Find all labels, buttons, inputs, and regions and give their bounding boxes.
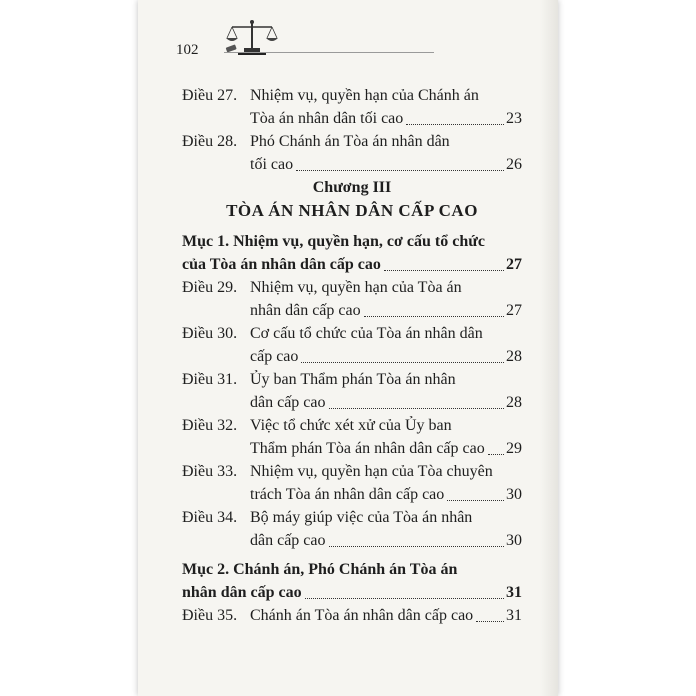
toc-entry[interactable] <box>182 604 522 627</box>
section-title-line1: Mục 2. Chánh án, Phó Chánh án Tòa án <box>182 561 458 578</box>
page-ref: 27 <box>506 256 522 273</box>
entry-title-line2: nhân dân cấp cao <box>250 302 361 319</box>
page-number: 102 <box>176 42 199 58</box>
page-ref: 27 <box>506 302 522 319</box>
header-rule <box>224 52 434 53</box>
section-title-line2: nhân dân cấp cao <box>182 584 302 601</box>
article-label: Điều 28. <box>182 133 238 150</box>
dot-leader <box>305 598 504 599</box>
page-ref: 30 <box>506 486 522 503</box>
dot-leader <box>488 454 504 455</box>
toc-entry[interactable] <box>182 506 522 552</box>
dot-leader <box>329 408 504 409</box>
entry-title-line1: Phó Chánh án Tòa án nhân dân <box>250 133 450 150</box>
page-ref: 28 <box>506 348 522 365</box>
entry-title-line1: Cơ cấu tổ chức của Tòa án nhân dân <box>250 325 483 342</box>
entry-title-line1: Ủy ban Thẩm phán Tòa án nhân <box>250 371 456 388</box>
entry-title-line2: Thẩm phán Tòa án nhân dân cấp cao <box>250 440 485 457</box>
toc-entry[interactable] <box>182 130 522 176</box>
article-label: Điều 33. <box>182 463 238 480</box>
entry-title-line1: Bộ máy giúp việc của Tòa án nhân <box>250 509 473 526</box>
toc-section[interactable] <box>182 230 522 276</box>
scales-of-justice-icon <box>224 18 280 56</box>
toc-entry[interactable] <box>182 322 522 368</box>
toc-entry[interactable] <box>182 460 522 506</box>
page-edge-shadow <box>540 0 558 696</box>
article-label: Điều 31. <box>182 371 238 388</box>
dot-leader <box>329 546 504 547</box>
chapter-heading: Chương III <box>312 179 392 196</box>
page-ref: 29 <box>506 440 522 457</box>
page-ref: 31 <box>506 607 522 624</box>
dot-leader <box>406 124 504 125</box>
section-title-line2: của Tòa án nhân dân cấp cao <box>182 256 381 273</box>
toc-entry[interactable] <box>182 84 522 130</box>
dot-leader <box>447 500 504 501</box>
entry-title-line1: Việc tổ chức xét xử của Ủy ban <box>250 417 452 434</box>
section-title-line1: Mục 1. Nhiệm vụ, quyền hạn, cơ cấu tổ chức <box>182 233 485 250</box>
chapter-title: TÒA ÁN NHÂN DÂN CẤP CAO <box>226 201 478 220</box>
dot-leader <box>476 621 504 622</box>
dot-leader <box>384 270 504 271</box>
dot-leader <box>296 170 504 171</box>
page-ref: 26 <box>506 156 522 173</box>
article-label: Điều 35. <box>182 607 238 624</box>
entry-title-line1: Nhiệm vụ, quyền hạn của Tòa án <box>250 279 462 296</box>
article-label: Điều 27. <box>182 87 238 104</box>
article-label: Điều 32. <box>182 417 238 434</box>
page-ref: 23 <box>506 110 522 127</box>
entry-title-line2: dân cấp cao <box>250 532 326 549</box>
entry-title-line1: Nhiệm vụ, quyền hạn của Tòa chuyên <box>250 463 493 480</box>
entry-title-line2: dân cấp cao <box>250 394 326 411</box>
entry-title-line1: Chánh án Tòa án nhân dân cấp cao <box>250 607 474 624</box>
entry-title-line2: cấp cao <box>250 348 299 365</box>
page-ref: 31 <box>506 584 522 601</box>
dot-leader <box>301 362 504 363</box>
article-label: Điều 34. <box>182 509 238 526</box>
toc-section[interactable] <box>182 558 522 604</box>
page-ref: 28 <box>506 394 522 411</box>
toc-entry[interactable] <box>182 276 522 322</box>
entry-title-line2: trách Tòa án nhân dân cấp cao <box>250 486 445 503</box>
article-label: Điều 30. <box>182 325 238 342</box>
toc-entry[interactable] <box>182 368 522 414</box>
dot-leader <box>364 316 504 317</box>
toc-entry[interactable] <box>182 414 522 460</box>
book-page <box>138 0 558 696</box>
entry-title-line1: Nhiệm vụ, quyền hạn của Chánh án <box>250 87 479 104</box>
entry-title-line2: Tòa án nhân dân tối cao <box>250 110 404 127</box>
article-label: Điều 29. <box>182 279 238 296</box>
table-of-contents <box>182 84 522 627</box>
entry-title-line2: tối cao <box>250 156 294 173</box>
page-ref: 30 <box>506 532 522 549</box>
